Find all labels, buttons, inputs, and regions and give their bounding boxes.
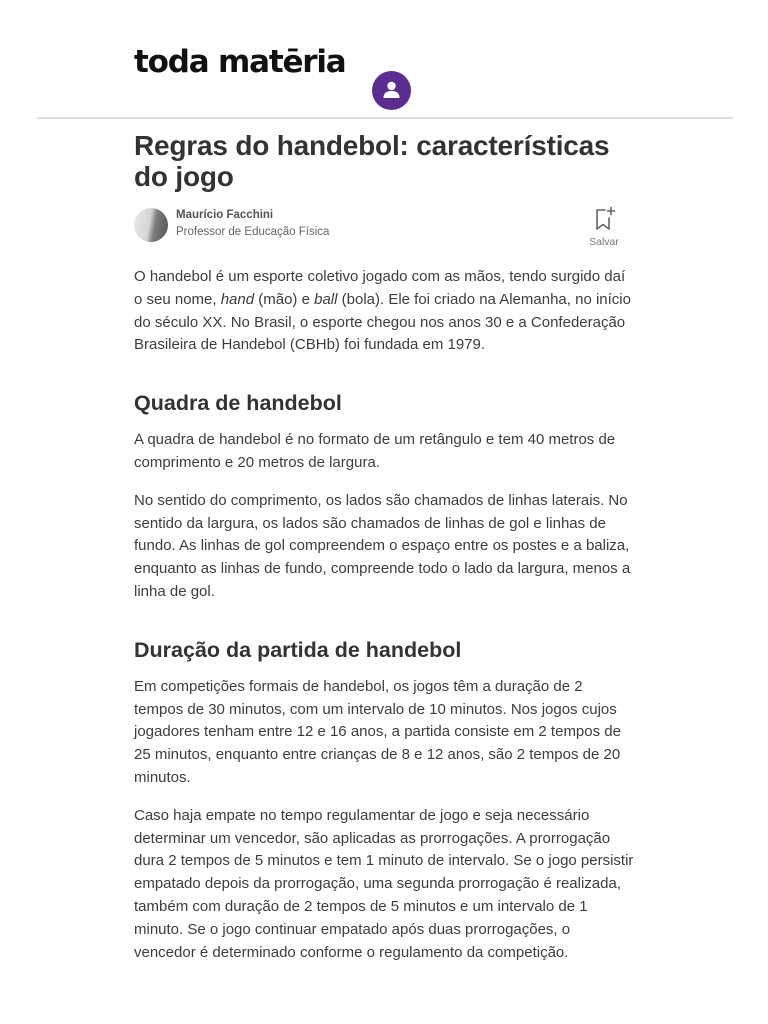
site-header <box>0 0 768 118</box>
section-heading-duracao: Duração da partida de handebol <box>134 637 462 662</box>
bookmark-add-icon <box>592 206 616 232</box>
paragraph: A quadra de handebol é no formato de um retângulo e tem 40 metros de comprimento e 20 metros de largura. <box>134 431 616 471</box>
paragraph: Em competições formais de handebol, os jogos têm a duração de 2 tempos de 30 minutos, com um intervalo de 10 minutos. Nos jogos cujos jogadores tenham entre 12 e 16 anos, a partida consiste em 2 tempos de 25 minutos, enquanto entre crianças de 8 e 12 anos, são 2 tempos de 20 minutos. <box>134 677 621 786</box>
header-divider <box>37 117 733 119</box>
section-heading-quadra: Quadra de handebol <box>134 391 342 416</box>
paragraph: No sentido do comprimento, os lados são chamados de linhas laterais. No sentido da largura, os lados são chamados de linhas de gol e linhas de fundo. As linhas de gol compreendem o espaço entre os postes e a baliza, enquanto as linhas de fundo, compreende todo o lado da largura, menos a linha de gol. <box>134 491 631 600</box>
site-logo[interactable]: toda matēria <box>134 44 346 80</box>
author-name[interactable]: Maurício Facchini <box>176 209 274 221</box>
article-title: Regras do handebol: características do jogo <box>134 130 610 192</box>
user-icon <box>382 80 401 100</box>
save-label: Salvar <box>589 236 619 248</box>
author-info <box>134 206 634 266</box>
author-avatar[interactable] <box>134 208 168 242</box>
save-button[interactable] <box>586 206 622 248</box>
author-role: Professor de Educação Física <box>176 226 330 238</box>
paragraph: Caso haja empate no tempo regulamentar de jogo e seja necessário determinar um vencedor, são aplicadas as prorrogações. A prorrogação dura 2 tempos de 5 minutos e tem 1 minuto de intervalo. Se o jogo persistir empatado depois da prorrogação, uma segunda prorrogação é realizada, também com duração de 2 tempos de 5 minutos e um intervalo de 1 minuto. Se o jogo continuar empatado após duas prorrogações, o vencedor é determinado conforme o regulamento da competição. <box>134 806 634 961</box>
intro-paragraph: O handebol é um esporte coletivo jogado com as mãos, tendo surgido daí o seu nome, hand (mão) e ball (bola). Ele foi criado na Alemanha, no início do século XX. No Brasil, o esporte chegou nos anos 30 e a Confederação Brasileira de Handebol (CBHb) foi fundada em 1979. <box>134 268 631 354</box>
article <box>134 130 634 979</box>
user-account-button[interactable] <box>372 71 411 110</box>
